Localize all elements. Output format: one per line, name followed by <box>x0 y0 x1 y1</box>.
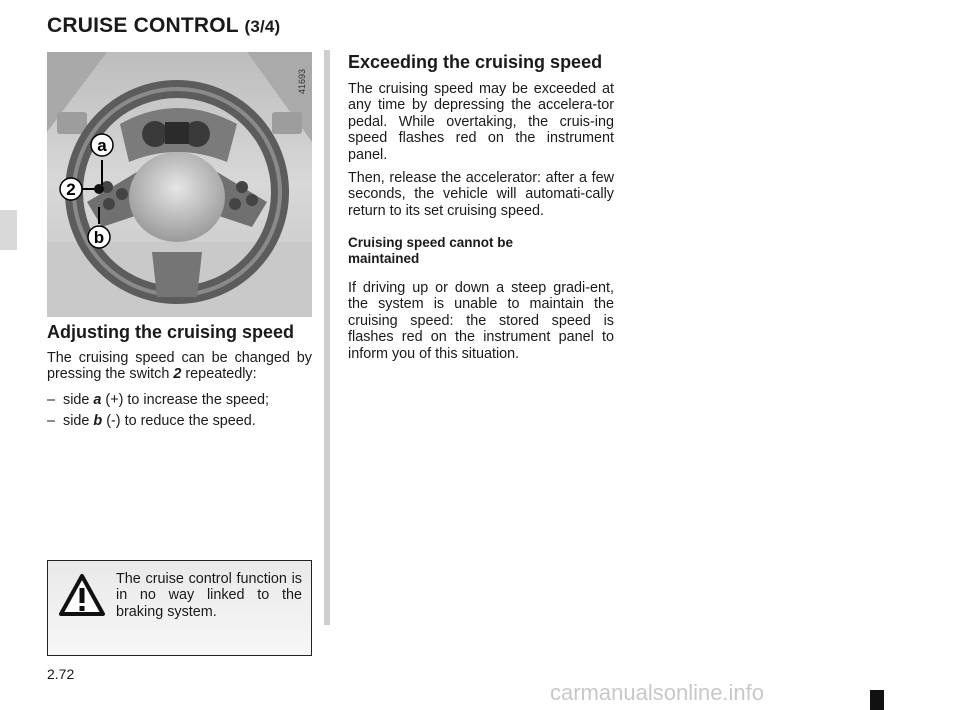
warning-triangle-icon <box>58 573 106 617</box>
right-heading: Exceeding the cruising speed <box>348 52 603 72</box>
item-text: side <box>63 392 94 408</box>
callout-2: 2 <box>66 180 76 199</box>
list-item-reduce <box>47 413 312 429</box>
watermark: carmanualsonline.info <box>550 680 765 705</box>
item-text-tail: (-) to reduce the speed. <box>102 413 256 429</box>
item-text-tail: (+) to increase the speed; <box>101 392 270 408</box>
corner-marker <box>870 690 884 710</box>
page-title <box>47 14 280 38</box>
right-paragraph-2: Then, release the accelerator: after a few seconds, the vehicle will automati-cally return to its set cruising speed. <box>348 170 614 219</box>
item-text: side <box>63 413 94 429</box>
side-key-a: a <box>93 392 102 408</box>
switch-key-2: 2 <box>173 366 182 383</box>
warning-box <box>47 560 312 656</box>
bullet-dash: – <box>47 413 56 429</box>
figure-reference-number: 41693 <box>297 68 307 94</box>
column-divider <box>324 50 330 625</box>
side-key-b: b <box>93 413 103 429</box>
left-para-text: The cruising speed can be changed by pressing the switch <box>47 350 312 383</box>
steering-wheel-illustration <box>47 52 312 317</box>
callout-a: a <box>97 136 107 155</box>
right-paragraph-1: The cruising speed may be exceeded at any time by depressing the accelera-tor pedal. While overtaking, the cruis-ing speed flashes red on the instrument panel. <box>348 81 614 163</box>
bullet-dash: – <box>47 392 56 408</box>
warning-text: The cruise control function is in no way linked to the braking system. <box>116 571 302 620</box>
list-item-increase <box>47 392 312 408</box>
callout-b: b <box>93 228 105 247</box>
left-heading: Adjusting the cruising speed <box>47 322 295 342</box>
title-part: (3/4) <box>244 17 281 36</box>
left-paragraph <box>47 350 312 383</box>
title-text: CRUISE CONTROL <box>47 14 239 37</box>
page-number: 2.72 <box>47 666 75 682</box>
right-paragraph-3: If driving up or down a steep gradi-ent, the system is unable to maintain the cruising speed: the stored speed is flashes red on the instrument panel to inform you of this situation. <box>348 280 614 362</box>
right-subheading: Cruising speed cannot be maintained <box>348 235 514 266</box>
section-tab <box>0 210 17 250</box>
left-para-tail: repeatedly: <box>181 366 257 383</box>
